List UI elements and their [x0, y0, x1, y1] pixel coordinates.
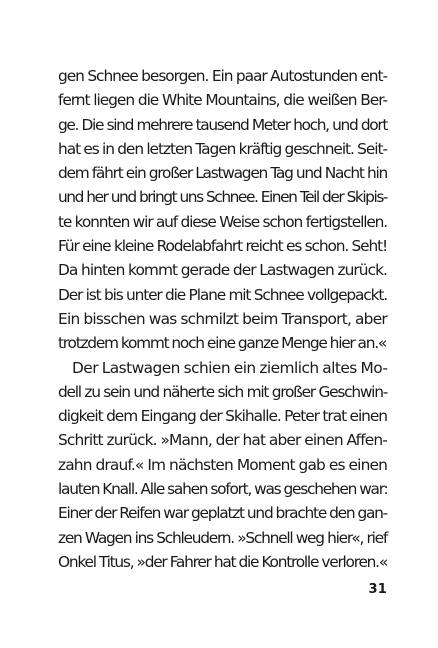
text-line: Ein bisschen was schmilzt beim Transport, aber: [58, 309, 387, 328]
text-line: fernt liegen die White Mountains, die weißen Ber-: [58, 91, 387, 110]
text-line: dell zu sein und näherte sich mit großer Geschwin-: [58, 382, 387, 401]
text-line: gen Schnee besorgen. Ein paar Autostunden ent-: [58, 67, 387, 85]
text-line: zahn drauf.« Im nächsten Moment gab es einen: [58, 455, 387, 474]
page-number: 31: [368, 582, 387, 597]
text-line: Onkel Titus, »der Fahrer hat die Kontrolle verloren.«: [58, 552, 387, 571]
paragraph-2: [58, 356, 387, 575]
page-text: [58, 64, 387, 574]
text-line: dem fährt ein großer Lastwagen Tag und Nacht hin: [58, 164, 387, 183]
text-line: lauten Knall. Alle sahen sofort, was geschehen war:: [58, 480, 388, 499]
text-line: Da hinten kommt gerade der Lastwagen zurück.: [58, 261, 387, 280]
text-line: zen Wagen ins Schleudern. »Schnell weg hier«, rief: [58, 528, 387, 547]
paragraph-1: [58, 64, 387, 356]
text-line: digkeit dem Eingang der Skihalle. Peter trat einen: [58, 407, 387, 426]
text-line: Der ist bis unter die Plane mit Schnee vollgepackt.: [58, 285, 387, 304]
text-line: Der Lastwagen schien ein ziemlich altes Mo-: [72, 358, 388, 377]
text-line: Einer der Reifen war geplatzt und brachte den gan-: [58, 504, 387, 523]
text-line: hat es in den letzten Tagen kräftig geschneit. Seit-: [58, 139, 387, 158]
text-line: Für eine kleine Rodelabfahrt reicht es schon. Seht!: [58, 237, 387, 256]
text-line: te konnten wir auf diese Weise schon fertigstellen.: [58, 212, 387, 231]
text-line: trotzdem kommt noch eine ganze Menge hier an.«: [58, 334, 387, 353]
text-line: ge. Die sind mehrere tausend Meter hoch, und dort: [58, 115, 387, 134]
text-line: und her und bringt uns Schnee. Einen Teil der Skipis-: [58, 188, 387, 207]
text-line: Schritt zurück. »Mann, der hat aber einen Affen-: [58, 431, 387, 450]
